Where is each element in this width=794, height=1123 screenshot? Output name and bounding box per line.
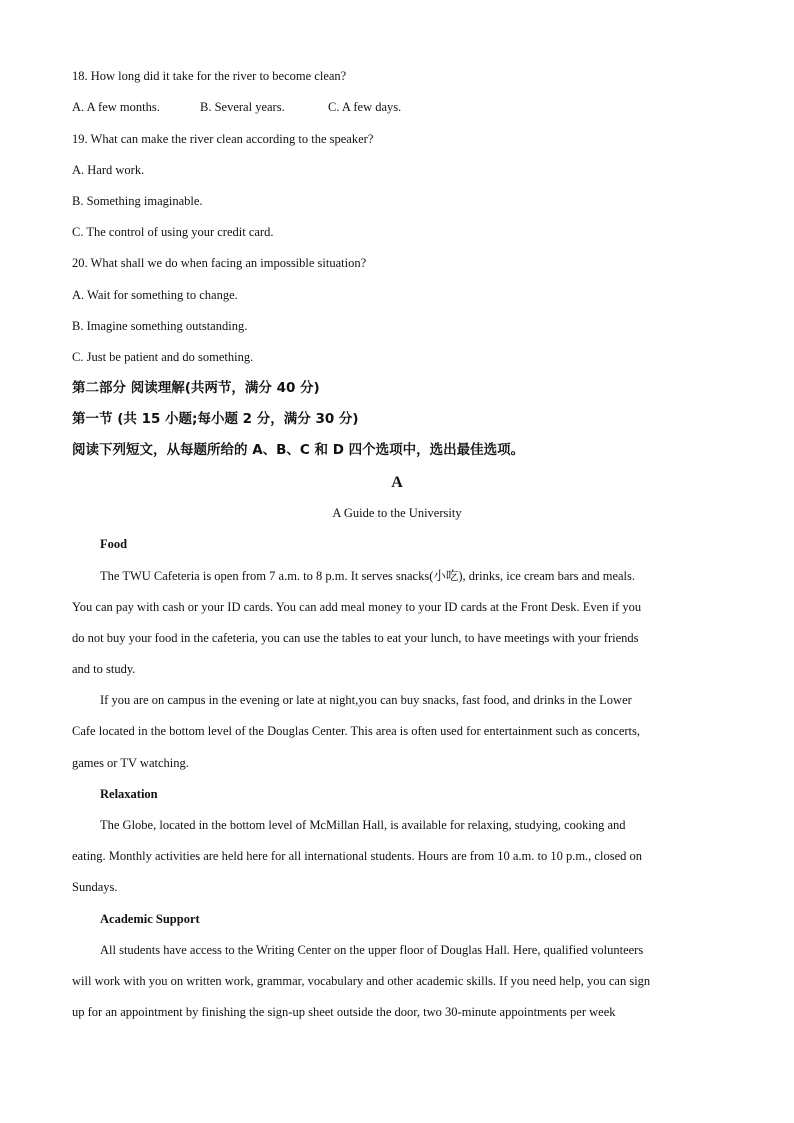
- question-19-option-b: B. Something imaginable.: [72, 194, 203, 208]
- passage-letter: A: [391, 474, 403, 491]
- question-18-options: [72, 98, 401, 116]
- section-title: 第一节 (共 15 小题;每小题 2 分，满分 30 分): [72, 411, 359, 427]
- food-p1-line-2: You can pay with cash or your ID cards. You can add meal money to your ID cards at the Front Desk. Even if you: [72, 600, 642, 614]
- food-p1-line-1: The TWU Cafeteria is open from 7 a.m. to 8 p.m. It serves snacks(小吃), drinks, ice cream bars and meals.: [100, 569, 636, 583]
- question-20-stem: 20. What shall we do when facing an impossible situation?: [72, 256, 367, 270]
- question-19-option-a: A. Hard work.: [72, 163, 145, 177]
- question-20-option-c: C. Just be patient and do something.: [72, 350, 254, 364]
- food-p1-line-3: do not buy your food in the cafeteria, you can use the tables to eat your lunch, to have meetings with your friends: [72, 631, 639, 645]
- question-20-option-b: B. Imagine something outstanding.: [72, 319, 248, 333]
- question-18-option-c: C. A few days.: [328, 100, 402, 114]
- question-18-stem: 18. How long did it take for the river to become clean?: [72, 69, 347, 83]
- relaxation-heading: Relaxation: [100, 787, 158, 801]
- question-18-option-b: B. Several years.: [200, 100, 285, 114]
- question-19-stem: 19. What can make the river clean according to the speaker?: [72, 132, 374, 146]
- academic-p1-line-2: will work with you on written work, grammar, vocabulary and other academic skills. If you need help, you can sign: [72, 974, 651, 988]
- academic-p1-line-3: up for an appointment by finishing the sign-up sheet outside the door, two 30-minute appointments per week: [72, 1005, 616, 1019]
- question-18-option-a: A. A few months.: [72, 100, 160, 114]
- academic-p1-line-1: All students have access to the Writing Center on the upper floor of Douglas Hall. Here, qualified volunteers: [100, 943, 644, 957]
- food-p1-line-4: and to study.: [72, 662, 136, 676]
- question-20-option-a: A. Wait for something to change.: [72, 288, 238, 302]
- relaxation-p1-line-1: The Globe, located in the bottom level of McMillan Hall, is available for relaxing, studying, cooking and: [100, 818, 626, 832]
- food-heading: Food: [100, 537, 128, 551]
- relaxation-p1-line-3: Sundays.: [72, 880, 118, 894]
- food-p2-line-2: Cafe located in the bottom level of the Douglas Center. This area is often used for entertainment such as concerts,: [72, 724, 640, 738]
- section-instruction: 阅读下列短文，从每题所给的 A、B、C 和 D 四个选项中，选出最佳选项。: [72, 442, 525, 458]
- question-19-option-c: C. The control of using your credit card.: [72, 225, 274, 239]
- relaxation-p1-line-2: eating. Monthly activities are held here for all international students. Hours are from 10 a.m. to 10 p.m., closed on: [72, 849, 642, 863]
- academic-heading: Academic Support: [100, 912, 200, 926]
- food-p2-line-1: If you are on campus in the evening or late at night,you can buy snacks, fast food, and drinks in the Lower: [100, 693, 632, 707]
- food-p2-line-3: games or TV watching.: [72, 756, 189, 770]
- part-title: 第二部分 阅读理解(共两节，满分 40 分): [72, 380, 320, 396]
- passage-title: A Guide to the University: [332, 506, 462, 520]
